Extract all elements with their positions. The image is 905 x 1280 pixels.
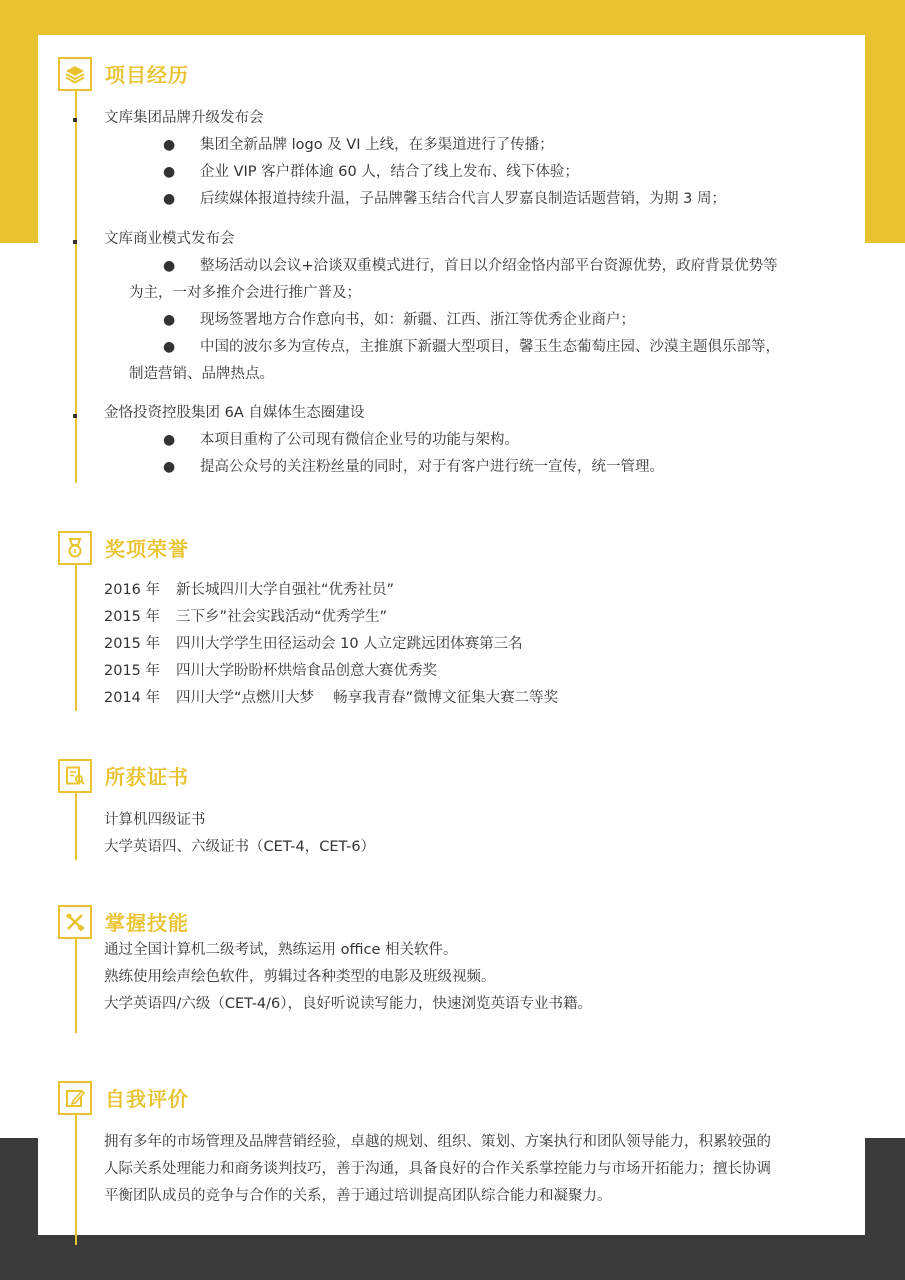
award-year: 2015 年 bbox=[104, 636, 161, 652]
awards-timeline bbox=[75, 565, 77, 711]
self-eval-section bbox=[38, 1081, 865, 1221]
project-marker bbox=[73, 240, 77, 244]
project-bullet: 整场活动以会议+洽谈双重模式进行，首日以介绍金恪内部平台资源优势，政府背景优势等 bbox=[200, 258, 778, 274]
project-bullet: 中国的波尔多为宣传点，主推旗下新疆大型项目，馨玉生态葡萄庄园、沙漠主题俱乐部等， bbox=[200, 339, 780, 355]
project-marker bbox=[73, 118, 77, 122]
medal-icon bbox=[58, 531, 92, 565]
certs-timeline bbox=[75, 793, 77, 860]
self-eval-title: 自我评价 bbox=[105, 1087, 189, 1111]
certificate-icon bbox=[58, 759, 92, 793]
bullet-icon: ● bbox=[163, 432, 176, 448]
project-bullet: 后续媒体报道持续升温，子品牌馨玉结合代言人罗嘉良制造话题营销，为期 3 周； bbox=[200, 191, 726, 207]
certs-section bbox=[38, 759, 865, 864]
project-bullet: 本项目重构了公司现有微信企业号的功能与架构。 bbox=[200, 432, 519, 448]
edit-icon bbox=[58, 1081, 92, 1115]
cert-item: 大学英语四、六级证书（CET-4，CET-6） bbox=[104, 839, 376, 855]
resume-page bbox=[38, 35, 865, 1235]
project-bullet: 企业 VIP 客户群体逾 60 人，结合了线上发布、线下体验； bbox=[200, 164, 579, 180]
bullet-icon: ● bbox=[163, 459, 176, 475]
tools-icon bbox=[58, 905, 92, 939]
project-bullet: 集团全新品牌 logo 及 VI 上线，在多渠道进行了传播； bbox=[200, 137, 554, 153]
award-year: 2015 年 bbox=[104, 609, 161, 625]
bullet-icon: ● bbox=[163, 339, 176, 355]
award-text: 三下乡”社会实践活动“优秀学生” bbox=[176, 609, 388, 625]
bullet-icon: ● bbox=[163, 137, 176, 153]
self-eval-timeline bbox=[75, 1115, 77, 1245]
project-marker bbox=[73, 414, 77, 418]
skills-title: 掌握技能 bbox=[105, 911, 189, 935]
bullet-icon: ● bbox=[163, 258, 176, 274]
project-bullet-continued: 制造营销、品牌热点。 bbox=[129, 366, 274, 382]
self-eval-line: 平衡团队成员的竞争与合作的关系，善于通过培训提高团队综合能力和凝聚力。 bbox=[104, 1188, 612, 1204]
project-name: 金恪投资控股集团 6A 自媒体生态圈建设 bbox=[104, 405, 365, 421]
skills-section bbox=[38, 905, 865, 1035]
project-bullet: 提高公众号的关注粉丝量的同时，对于有客户进行统一宣传，统一管理。 bbox=[200, 459, 664, 475]
project-bullet-continued: 为主，一对多推介会进行推广普及； bbox=[129, 285, 361, 301]
projects-section bbox=[38, 57, 865, 487]
bullet-icon: ● bbox=[163, 312, 176, 328]
award-text: 四川大学学生田径运动会 10 人立定跳远团体赛第三名 bbox=[176, 636, 523, 652]
layers-icon bbox=[58, 57, 92, 91]
bullet-icon: ● bbox=[163, 164, 176, 180]
awards-title: 奖项荣誉 bbox=[105, 537, 189, 561]
project-bullet: 现场签署地方合作意向书，如：新疆、江西、浙江等优秀企业商户； bbox=[200, 312, 635, 328]
award-text: 新长城四川大学自强社“优秀社员” bbox=[176, 582, 395, 598]
project-name: 文库商业模式发布会 bbox=[104, 231, 235, 247]
bullet-icon: ● bbox=[163, 191, 176, 207]
skill-item: 熟练使用绘声绘色软件，剪辑过各种类型的电影及班级视频。 bbox=[104, 969, 496, 985]
award-year: 2015 年 bbox=[104, 663, 161, 679]
skills-timeline bbox=[75, 939, 77, 1033]
award-year: 2014 年 bbox=[104, 690, 161, 706]
self-eval-line: 人际关系处理能力和商务谈判技巧，善于沟通，具备良好的合作关系掌控能力与市场开拓能力；擅长协调 bbox=[104, 1161, 771, 1177]
projects-timeline bbox=[75, 91, 77, 483]
award-year: 2016 年 bbox=[104, 582, 161, 598]
projects-title: 项目经历 bbox=[105, 63, 189, 87]
project-name: 文库集团品牌升级发布会 bbox=[104, 110, 264, 126]
award-text: 四川大学盼盼杯烘焙食品创意大赛优秀奖 bbox=[176, 663, 437, 679]
awards-section bbox=[38, 531, 865, 716]
award-text: 四川大学“点燃川大梦 畅享我青春”微博文征集大赛二等奖 bbox=[176, 690, 559, 706]
cert-item: 计算机四级证书 bbox=[104, 812, 206, 828]
skill-item: 通过全国计算机二级考试，熟练运用 office 相关软件。 bbox=[104, 942, 458, 958]
certs-title: 所获证书 bbox=[105, 765, 189, 789]
skill-item: 大学英语四/六级（CET-4/6），良好听说读写能力，快速浏览英语专业书籍。 bbox=[104, 996, 593, 1012]
self-eval-line: 拥有多年的市场管理及品牌营销经验，卓越的规划、组织、策划、方案执行和团队领导能力，积累较强的 bbox=[104, 1134, 771, 1150]
